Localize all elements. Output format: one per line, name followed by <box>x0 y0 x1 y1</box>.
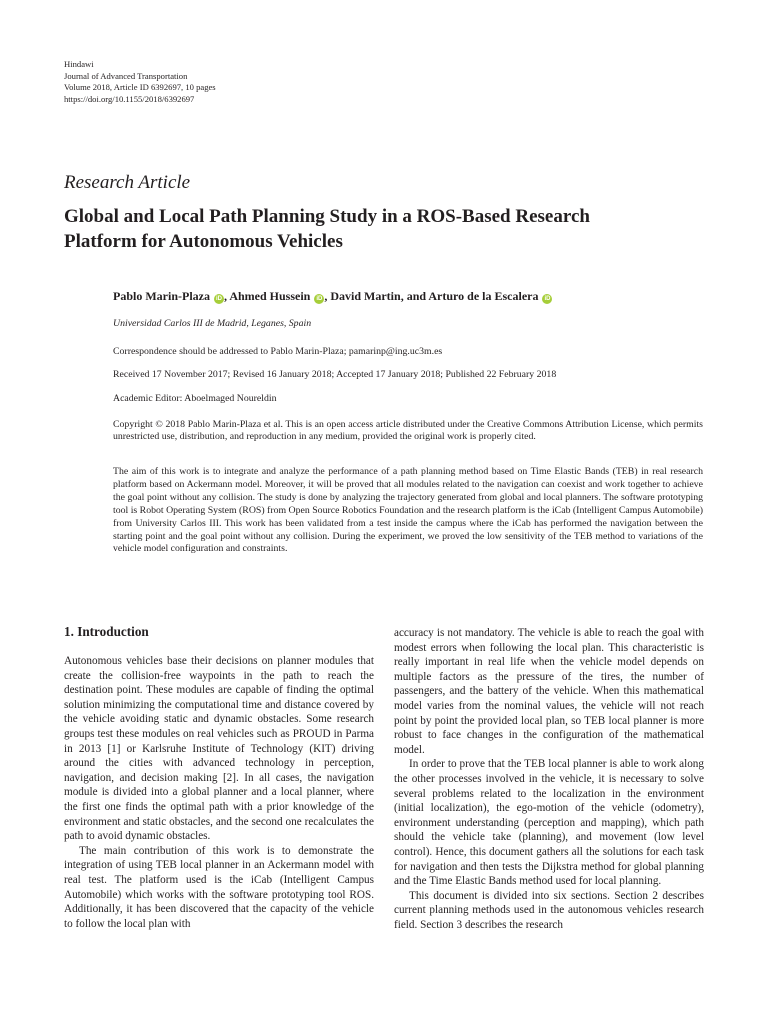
title-line-1: Global and Local Path Planning Study in a ROS-Based Research <box>64 206 590 227</box>
section-heading: 1. Introduction <box>64 624 149 639</box>
author-name: Ahmed Hussein <box>229 289 311 303</box>
doi-link[interactable]: https://doi.org/10.1155/2018/6392697 <box>64 93 195 104</box>
affiliation: Universidad Carlos III de Madrid, Leganes, Spain <box>113 318 312 329</box>
article-type: Research Article <box>64 172 191 193</box>
academic-editor: Academic Editor: Aboelmaged Noureldin <box>113 393 277 404</box>
orcid-icon[interactable]: iD <box>316 296 323 302</box>
paragraph: Autonomous vehicles base their decisions on planner modules that create the collision-free waypoints in the path to reach the destination point. These modules are capable of finding the optimal solution minimizing the computational time and distance covered by the vehicle avoiding static and dynamic obstacles. Some research groups test these modules on real vehicles such as PROUD in Parma in 2013 [1] or Karlsruhe Institute of Technology (KIT) driving around the cities with advanced technology in perception, navigation, and decision making [2]. In all cases, the navigation module is divided into a global planner and a local planner, where the first one finds the optimal path with a prior knowledge of the environment and static obstacles, and the second one recalculates the path to avoid dynamic obstacles. <box>64 655 374 843</box>
copyright-notice: Copyright © 2018 Pablo Marin-Plaza et al. This is an open access article distributed under the Creative Commons Attribution License, which permits unrestricted use, distribution, and reproduction in any medium, provided the original work is properly cited. <box>113 419 703 443</box>
author-list <box>113 289 552 304</box>
correspondence: Correspondence should be addressed to Pablo Marin-Plaza; pamarinp@ing.uc3m.es <box>113 346 443 357</box>
author-name: Pablo Marin-Plaza <box>113 289 210 303</box>
abstract: The aim of this work is to integrate and analyze the performance of a path planning method based on Time Elastic Bands (TEB) in real research platform based on Ackermann model. Moreover, it will be proved that all modules related to the navigation can coexist and work together to achieve the goal point without any collision. The study is done by analyzing the trajectory generated from global and local planners. The software prototyping tool is Robot Operating System (ROS) from Open Source Robotics Foundation and the research platform is the iCab (Intelligent Campus Automobile) from University Carlos III. This work has been validated from a test inside the campus where the iCab has performed the navigation between the starting point and the goal point without any collision. During the experiment, we proved the low sensitivity of the TEB method to variations of the vehicle model configuration and constraints. <box>113 466 703 555</box>
left-column <box>64 624 374 931</box>
author-separator: , <box>324 289 331 303</box>
author-name: David Martin, and Arturo de la Escalera <box>330 289 539 303</box>
orcid-icon[interactable]: iD <box>215 296 222 302</box>
paragraph: In order to prove that the TEB local planner is able to work along the other processes involved in the vehicle, it is necessary to solve several problems related to the localization in the environment (initial localization), the ego-motion of the vehicle (odometry), environment understanding (perception and mapping), which path should the vehicle take (planning), and movement (low level control). Hence, this document gathers all the solutions for each task for navigation and then tests the Dijkstra method for global planning and the Time Elastic Bands method used for local planning. <box>394 758 704 888</box>
publication-dates: Received 17 November 2017; Revised 16 January 2018; Accepted 17 January 2018; Published 22 February 2018 <box>113 369 557 380</box>
author-separator: , <box>223 289 230 303</box>
paragraph: The main contribution of this work is to demonstrate the integration of using TEB local planner in an Ackermann model with real test. The platform used is the iCab (Intelligent Campus Automobile) which works with the software prototyping tool ROS. Additionally, it has been discovered that the capacity of the vehicle to follow the local plan with <box>64 844 374 930</box>
journal-name: Journal of Advanced Transportation <box>64 70 188 81</box>
volume-info: Volume 2018, Article ID 6392697, 10 pages <box>64 82 216 93</box>
paragraph: accuracy is not mandatory. The vehicle is able to reach the goal with modest errors when following the local plan. This characteristic is really important in real life when the vehicle model depends on multiple factors as the pressure of the tires, the number of passengers, and the battery of the vehicle. When this mathematical model varies from the nominal values, the vehicle will not reach point by point the provided local plan, so TEB local planner is more robust to face changes in the configuration of the mathematical model. <box>394 627 704 756</box>
orcid-icon[interactable]: iD <box>544 296 551 302</box>
paragraph: This document is divided into six sections. Section 2 describes current planning methods used in the autonomous vehicles research field. Section 3 describes the research <box>394 889 704 931</box>
right-column <box>394 626 704 932</box>
journal-header <box>64 59 464 105</box>
title-line-2: Platform for Autonomous Vehicles <box>64 231 343 252</box>
publisher-name: Hindawi <box>64 59 94 69</box>
article-title <box>64 204 724 254</box>
